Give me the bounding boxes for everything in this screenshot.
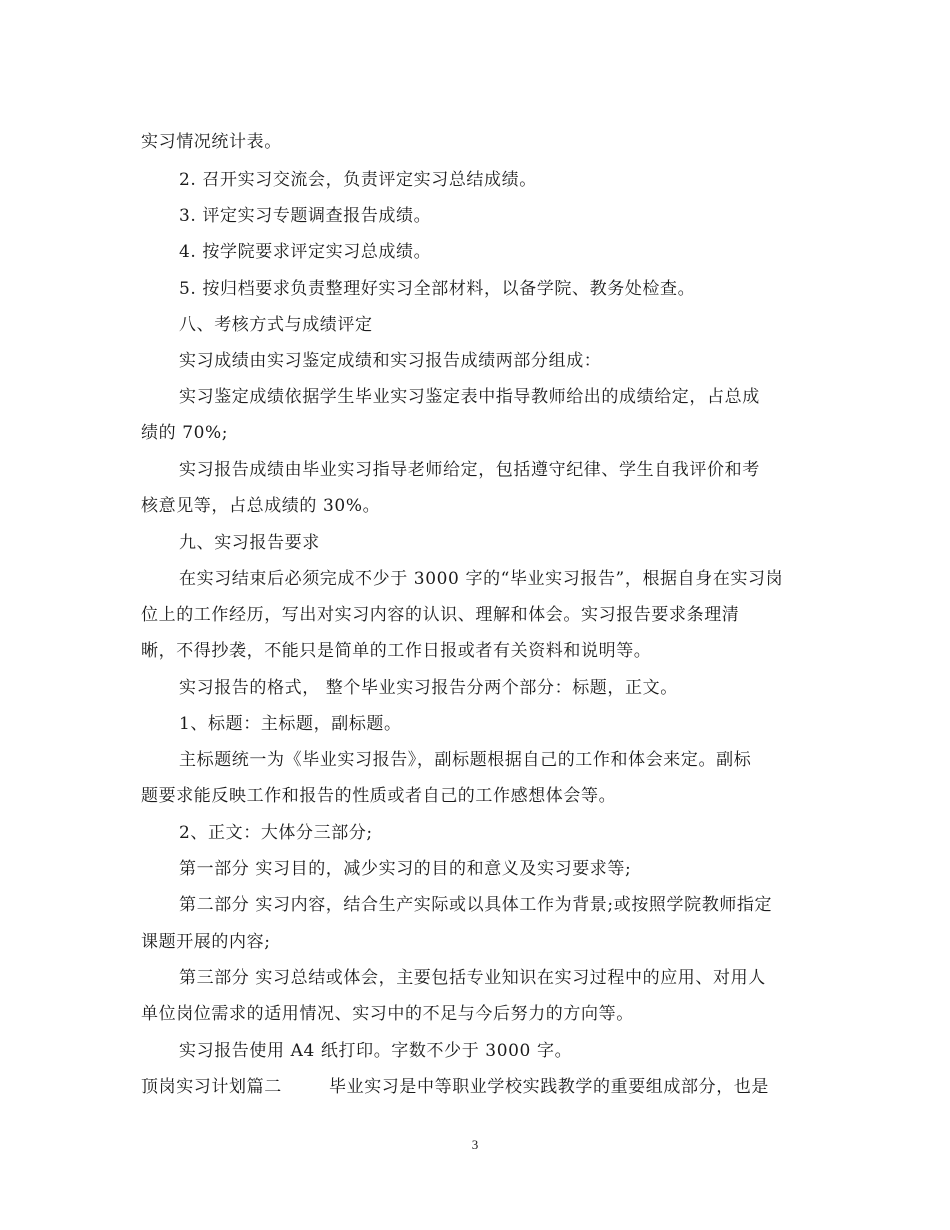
page-number: 3: [471, 1137, 479, 1152]
document-subtitle: 顶岗实习计划篇二: [141, 1077, 282, 1097]
text-line: 2、正文：大体分三部分;: [179, 823, 373, 843]
text-line: 毕业实习是中等职业学校实践教学的重要组成部分，也是: [329, 1077, 769, 1097]
text-line: 3. 评定实习专题调查报告成绩。: [179, 206, 432, 226]
section-heading: 九、实习报告要求: [179, 533, 320, 553]
text-line: 题要求能反映工作和报告的性质或者自己的工作感想体会等。: [141, 786, 617, 806]
text-line: 位上的工作经历，写出对实习内容的认识、理解和体会。实习报告要求条理清: [141, 605, 740, 625]
text-line: 实习成绩由实习鉴定成绩和实习报告成绩两部分组成：: [179, 351, 602, 371]
text-line: 实习鉴定成绩依据学生毕业实习鉴定表中指导教师给出的成绩给定，占总成: [179, 387, 760, 407]
text-line: 课题开展的内容;: [141, 932, 271, 952]
text-line: 主标题统一为《毕业实习报告》，副标题根据自己的工作和体会来定。副标: [179, 750, 752, 770]
text-line: 实习报告成绩由毕业实习指导老师给定，包括遵守纪律、学生自我评价和考: [179, 460, 760, 480]
text-line: 绩的 70%;: [141, 423, 229, 443]
text-line: 实习报告使用 A4 纸打印。字数不少于 3000 字。: [179, 1041, 573, 1061]
text-line: 1、标题：主标题，副标题。: [179, 714, 402, 734]
text-line: 第三部分 实习总结或体会，主要包括专业知识在实习过程中的应用、对用人: [179, 968, 766, 988]
text-line: 核意见等，占总成绩的 30%。: [141, 496, 381, 516]
text-line: 4. 按学院要求评定实习总成绩。: [179, 242, 432, 262]
text-line: 晰，不得抄袭，不能只是简单的工作日报或者有关资料和说明等。: [141, 641, 652, 661]
text-line: 第二部分 实习内容，结合生产实际或以具体工作为背景;或按照学院教师指定: [179, 895, 773, 915]
text-line: 实习情况统计表。: [141, 132, 282, 152]
text-line: 2. 召开实习交流会，负责评定实习总结成绩。: [179, 170, 537, 190]
text-line: 5. 按归档要求负责整理好实习全部材料，以备学院、教务处检查。: [179, 279, 696, 299]
text-line: 第一部分 实习目的，减少实习的目的和意义及实习要求等;: [179, 859, 632, 879]
text-line: 单位岗位需求的适用情况、实习中的不足与今后努力的方向等。: [141, 1004, 634, 1024]
text-line: 在实习结束后必须完成不少于 3000 字的“毕业实习报告”，根据自身在实习岗: [179, 569, 784, 589]
section-heading: 八、考核方式与成绩评定: [179, 315, 373, 335]
text-line: 实习报告的格式， 整个毕业实习报告分两个部分：标题，正文。: [179, 678, 678, 698]
